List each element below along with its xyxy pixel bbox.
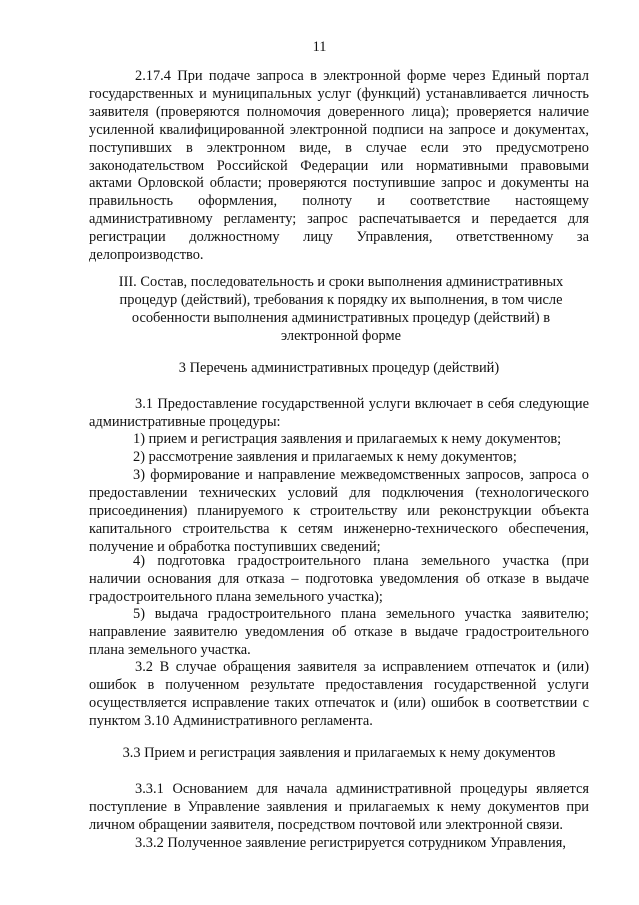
paragraph-3-1: 3.1 Предоставление государственной услуги включает в себя следующие административные процедуры: (89, 396, 589, 430)
list-item-5: 5) выдача градостроительного плана земельного участка заявителю; направление заявителю уведомления об отказе в выдаче градостроительного плана земельного участка. (89, 606, 589, 658)
list-item-3: 3) формирование и направление межведомственных запросов, запроса о предоставлении технических условий для подключения (технологического присоединения) планируемого к строительству или реконструкции объекта капитального строительства к сетям инженерно-технического обеспечения, получение и обработка поступивших сведений; (89, 467, 589, 555)
paragraph-2-17-4: 2.17.4 При подаче запроса в электронной форме через Единый портал государственных и муниципальных услуг (функций) устанавливается личность заявителя (проверяются полномочия доверенного лица); проверяется наличие усиленной квалифицированной электронной подписи на запросе и документах, поступивших в электронном виде, в случае если это предусмотрено законодательством Российской Федерации или нормативными правовыми актами Орловской области; проверяются поступившие запрос и документы на правильность оформления, полноту и соответствие настоящему административному регламенту; запрос распечатывается и передается для регистрации должностному лицу Управления, ответственному за делопроизводство. (89, 68, 589, 264)
list-item-1: 1) прием и регистрация заявления и прилагаемых к нему документов; (133, 431, 562, 447)
section-title: III. Состав, последовательность и сроки выполнения административных процедур (действий), требования к порядку их выполнения, в том числе особенности выполнения административных процедур (действий) в электронной форме (118, 274, 564, 344)
paragraph-3-3-2: 3.3.2 Полученное заявление регистрируется сотрудником Управления, (135, 835, 566, 851)
list-item-2: 2) рассмотрение заявления и прилагаемых к нему документов; (133, 449, 517, 465)
page-number: 11 (312, 39, 327, 55)
list-item-4: 4) подготовка градостроительного плана земельного участка (при наличии основания для отказа – подготовка уведомления об отказе в выдаче градостроительного плана земельного участка); (89, 553, 589, 605)
heading-3: 3 Перечень административных процедур (действий) (178, 360, 500, 376)
paragraph-3-2: 3.2 В случае обращения заявителя за исправлением отпечаток и (или) ошибок в полученном результате предоставления государственной услуги осуществляется исправление таких отпечаток и (или) ошибок в соответствии с пунктом 3.10 Административного регламента. (89, 659, 589, 729)
heading-3-3: 3.3 Прием и регистрация заявления и прилагаемых к нему документов (122, 745, 556, 761)
paragraph-3-3-1: 3.3.1 Основанием для начала административной процедуры является поступление в Управление заявления и прилагаемых к нему документов при личном обращении заявителя, посредством почтовой или электронной связи. (89, 781, 589, 833)
